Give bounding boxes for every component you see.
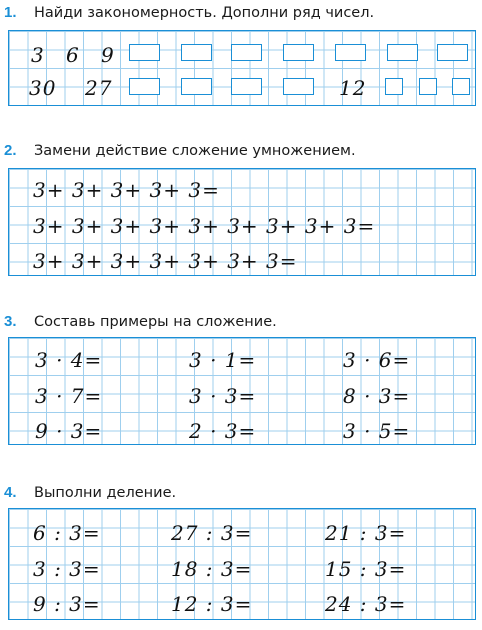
division-c1-r2: 3 : 3=	[33, 557, 101, 581]
division-c1-r3: 9 : 3=	[33, 592, 101, 616]
task-3-title	[4, 313, 277, 330]
task-3-number: 3.	[4, 313, 17, 330]
task-1-grid	[8, 30, 476, 106]
row1-number-3: 9	[101, 43, 115, 67]
row1-number-1: 3	[31, 43, 45, 67]
task-1-title	[4, 4, 374, 21]
answer-box-r2-7[interactable]	[452, 78, 470, 95]
expression-2: 3+ 3+ 3+ 3+ 3+ 3+ 3+ 3+ 3=	[33, 214, 376, 238]
answer-box-r1-6[interactable]	[387, 44, 418, 61]
expression-1: 3+ 3+ 3+ 3+ 3=	[33, 178, 220, 202]
row2-given-number: 12	[339, 76, 367, 100]
row1-number-2: 6	[66, 43, 80, 67]
division-c1-r1: 6 : 3=	[33, 521, 101, 545]
task-2-title	[4, 142, 356, 159]
answer-box-r1-1[interactable]	[129, 44, 160, 61]
division-c3-r1: 21 : 3=	[325, 521, 407, 545]
answer-box-r1-7[interactable]	[437, 44, 468, 61]
division-c2-r3: 12 : 3=	[171, 592, 253, 616]
task-3-text: Составь примеры на сложение.	[34, 314, 277, 330]
task-2-number: 2.	[4, 142, 17, 159]
row2-number-2: 27	[85, 76, 113, 100]
example-c2-r2: 3 · 3=	[189, 384, 257, 408]
answer-box-r1-5[interactable]	[335, 44, 366, 61]
answer-box-r2-2[interactable]	[181, 78, 212, 95]
division-c2-r1: 27 : 3=	[171, 521, 253, 545]
answer-box-r1-3[interactable]	[231, 44, 262, 61]
example-c1-r2: 3 · 7=	[35, 384, 103, 408]
example-c2-r3: 2 · 3=	[189, 419, 257, 443]
answer-box-r2-5[interactable]	[385, 78, 403, 95]
example-c3-r3: 3 · 5=	[343, 419, 411, 443]
division-c3-r3: 24 : 3=	[325, 592, 407, 616]
task-3-grid	[8, 337, 476, 445]
answer-box-r1-4[interactable]	[283, 44, 314, 61]
answer-box-r2-1[interactable]	[129, 78, 160, 95]
answer-box-r2-4[interactable]	[283, 78, 314, 95]
example-c3-r2: 8 · 3=	[343, 384, 411, 408]
row2-number-1: 30	[29, 76, 57, 100]
answer-box-r1-2[interactable]	[181, 44, 212, 61]
division-c2-r2: 18 : 3=	[171, 557, 253, 581]
task-1-number: 1.	[4, 4, 17, 21]
answer-box-r2-6[interactable]	[419, 78, 437, 95]
example-c1-r3: 9 · 3=	[35, 419, 103, 443]
expression-3: 3+ 3+ 3+ 3+ 3+ 3+ 3=	[33, 249, 298, 273]
task-2-text: Замени действие сложение умножением.	[34, 143, 356, 159]
task-4-text: Выполни деление.	[34, 485, 177, 501]
example-c3-r1: 3 · 6=	[343, 348, 411, 372]
task-1-text: Найди закономерность. Дополни ряд чисел.	[34, 5, 375, 21]
task-4-number: 4.	[4, 484, 17, 501]
task-4-title	[4, 484, 176, 501]
example-c2-r1: 3 · 1=	[189, 348, 257, 372]
example-c1-r1: 3 · 4=	[35, 348, 103, 372]
answer-box-r2-3[interactable]	[231, 78, 262, 95]
task-4-grid	[8, 508, 476, 620]
division-c3-r2: 15 : 3=	[325, 557, 407, 581]
task-2-grid	[8, 168, 476, 276]
